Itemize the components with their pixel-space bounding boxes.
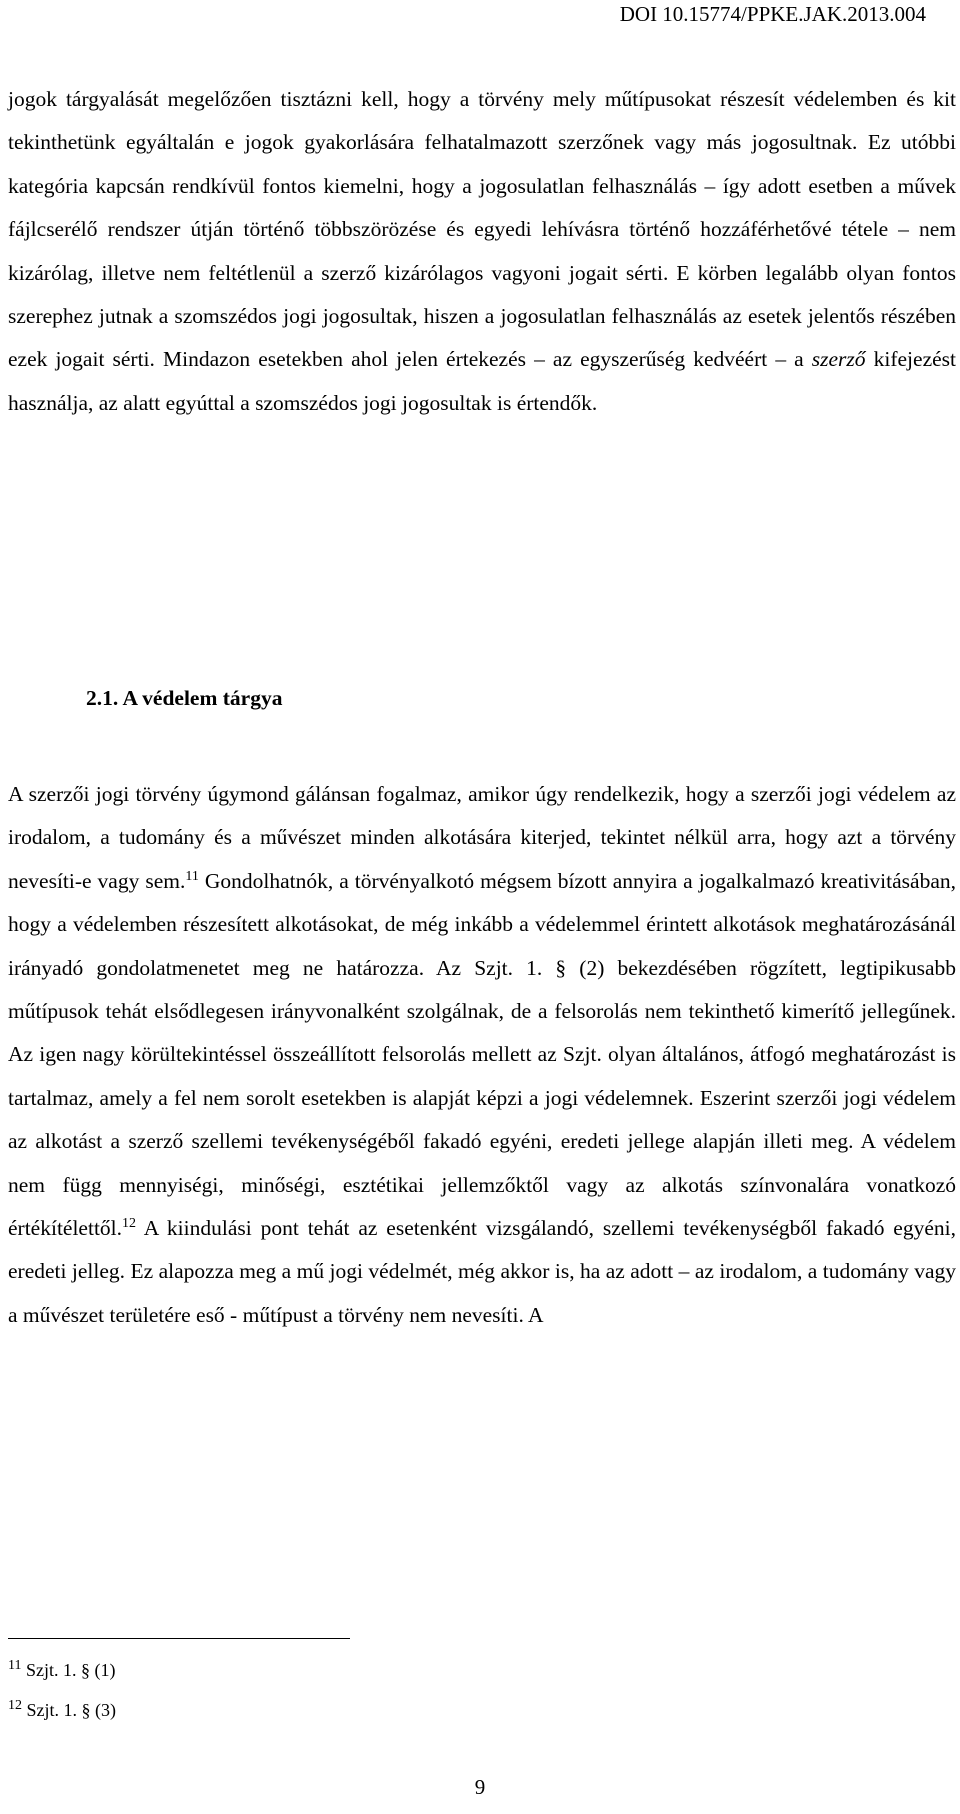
paragraph-2-text-c: A kiindulási pont tehát az esetenként vizsgálandó, szellemi tevékenységből fakadó egyéni, eredeti jelleg. Ez alapozza meg a mű jogi védelmét, még akkor is, ha az adott – az irodalom, a tudomány vagy a művészet területére eső - műtípust a törvény nem nevesíti. A	[8, 1216, 956, 1327]
body-paragraph-1	[8, 78, 956, 425]
paragraph-2-text-a: A szerzői jogi törvény úgymond gálánsan fogalmaz, amikor úgy rendelkezik, hogy a szerzői jogi védelem az irodalom, a tudomány és a művészet minden alkotására kiterjed, tekintet nélkül arra, hogy azt a törvény nevesíti-e vagy sem.	[8, 782, 956, 893]
footnote-11	[8, 1660, 115, 1681]
footnote-text: Szjt. 1. § (1)	[21, 1660, 116, 1680]
footnote-12	[8, 1700, 116, 1721]
footnote-ref-12[interactable]: 12	[122, 1215, 137, 1231]
paragraph-1-text-a: jogok tárgyalását megelőzően tisztázni kell, hogy a törvény mely műtípusokat részesít védelemben és kit tekinthetünk egyáltalán e jogok gyakorlására felhatalmazott szerzőnek vagy más jogosultnak. Ez utóbbi kategória kapcsán rendkívül fontos kiemelni, hogy a jogosulatlan felhasználás – így adott esetben a művek fájlcserélő rendszer útján történő többszörözése és egyedi lehívásra történő hozzáférhetővé tétele – nem kizárólag, illetve nem feltétlenül a szerző kizárólagos vagyoni jogait sérti. E körben legalább olyan fontos szerephez jutnak a szomszédos jogi jogosultak, hiszen a jogosulatlan felhasználás az esetek jelentős részében ezek jogait sérti. Mindazon esetekben ahol jelen értekezés – az egyszerűség kedvéért – a	[8, 87, 956, 372]
doi-header: DOI 10.15774/PPKE.JAK.2013.004	[619, 2, 926, 26]
page-number: 9	[474, 1775, 486, 1799]
body-paragraph-2	[8, 773, 956, 1337]
section-heading: 2.1. A védelem tárgya	[86, 686, 283, 710]
footnote-ref-11[interactable]: 11	[185, 868, 199, 884]
footnote-number: 11	[8, 1658, 22, 1673]
paragraph-2-text-b: Gondolhatnók, a törvényalkotó mégsem bízott annyira a jogalkalmazó kreativitásában, hogy a védelemben részesített alkotásokat, de még inkább a védelemmel érintett alkotások meghatározásánál irányadó gondolatmenetet meg ne határozza. Az Szjt. 1. § (2) bekezdésében rögzített, legtipikusabb műtípusok tehát elsődlegesen irányvonalként szolgálnak, de a felsorolás nem tekinthető kimerítő jellegűnek. Az igen nagy körültekintéssel összeállított felsorolás mellett az Szjt. olyan általános, átfogó meghatározást is tartalmaz, amely a fel nem sorolt esetekben is alapját képzi a jogi védelemnek. Eszerint szerzői jogi védelem az alkotást a szerző szellemi tevékenységéből fakadó egyéni, eredeti jellege alapján illeti meg. A védelem nem függ mennyiségi, minőségi, esztétikai jellemzőktől vagy az alkotás színvonalára vonatkozó értékítélettől.	[8, 868, 956, 1241]
emphasis-szerzo: szerző	[811, 347, 866, 372]
footnote-separator	[8, 1638, 350, 1639]
footnote-number: 12	[8, 1698, 22, 1713]
paragraph-1-text-b: kifejezést használja, az alatt egyúttal a szomszédos jogi jogosultak is értendők.	[8, 347, 956, 415]
footnote-text: Szjt. 1. § (3)	[22, 1700, 116, 1720]
